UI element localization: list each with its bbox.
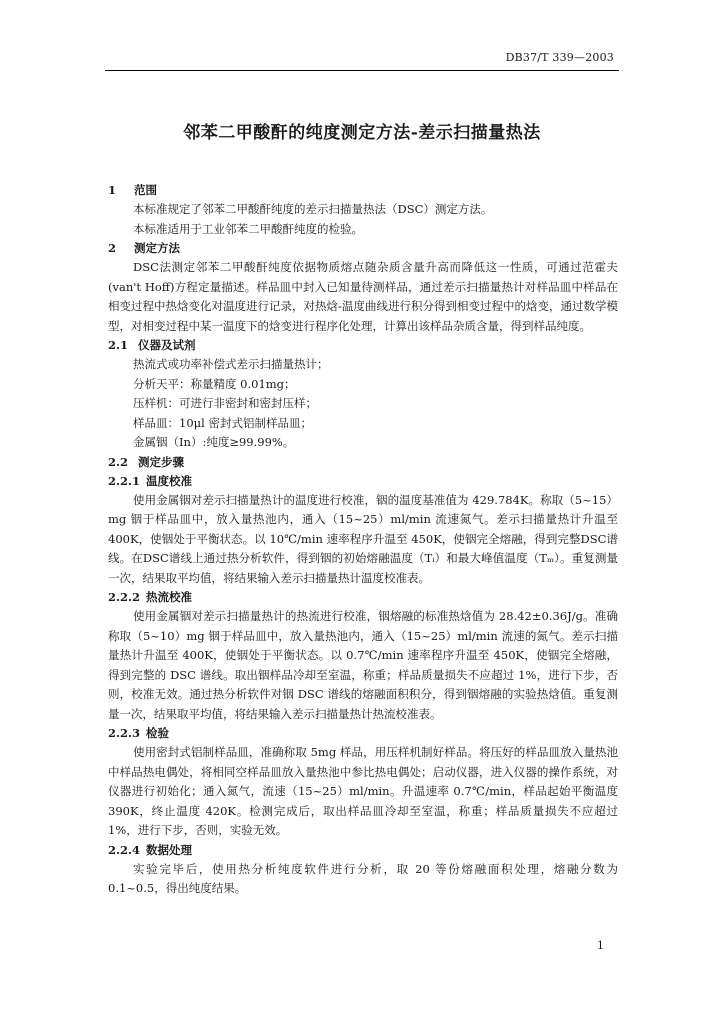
list-item: 金属铟（In）:纯度≥99.99%。: [133, 435, 295, 449]
paragraph: 本标准规定了邻苯二甲酸酐纯度的差示扫描量热法（DSC）测定方法。: [133, 202, 493, 216]
standard-code: DB37/T 339—2003: [505, 51, 614, 64]
paragraph: DSC法测定邻苯二甲酸酐纯度依据物质熔点随杂质含量升高而降低这一性质，可通过范霍夫(van't Hoff)方程定量描述。样品皿中封入已知量待测样品，通过差示扫描量热计对样品皿中样品在相变过程中热焓变化对温度进行记录，对热焓-温度曲线进行积分得到相变过程中的焓变，通过数学模型，对相变过程中某一温度下的焓变进行程序化处理，计算出该样品杂质含量，得到样品纯度。: [108, 260, 618, 333]
section-title: 检验: [146, 726, 169, 740]
paragraph: 使用金属铟对差示扫描量热计的温度进行校准，铟的温度基准值为 429.784K。称取（5~15）mg 铟于样品皿中，放入量热池内，通入（15~25）ml/min 流速氮气。差示扫描量热计升温至 400K，使铟处于平衡状态。以 10℃/min 速率程序升温至 450K，使铟完全熔融，得到完整DSC谱线。在DSC谱线上通过热分析软件，得到铟的初始熔融温度（Tᵢ）和最大峰值温度（Tₘ）。重复测量一次，结果取平均值，将结果输入差示扫描量热计温度校准表。: [108, 492, 618, 585]
paragraph: 使用金属铟对差示扫描量热计的热流进行校准，铟熔融的标准热焓值为 28.42±0.36J/g。准确称取（5~10）mg 铟于样品皿中，放入量热池内，通入（15~25）ml/min 流速的氮气。差示扫描量热计升温至 400K，使铟处于平衡状态。以 0.7℃/min 速率程序升温至 450K，使铟完全熔融，得到完整的 DSC 谱线。取出铟样品冷却至室温，称重；样品质量损失不应超过 1%，进行下步，否则，校准无效。通过热分析软件对铟 DSC 谱线的熔融面积积分，得到铟熔融的实验热焓值。重复测量一次，结果取平均值，将结果输入差示扫描量热计热流校准表。: [108, 609, 618, 721]
section-number: 2.2.1: [108, 473, 141, 488]
section-number: 2.2.3: [108, 726, 141, 740]
section-heading-2: [108, 239, 618, 258]
section-title: 测定方法: [134, 241, 180, 255]
section-heading-2-2-1: [108, 472, 618, 491]
section-heading-2-2-4: [108, 841, 618, 860]
section-heading-2-2-2: [108, 588, 618, 607]
section-title: 热流校准: [146, 590, 192, 604]
section-number: 2.2: [108, 454, 129, 469]
section-number: 1: [108, 183, 117, 197]
section-title: 范围: [134, 183, 157, 197]
section-title: 温度校准: [146, 473, 192, 488]
list-item: 分析天平：称量精度 0.01mg；: [133, 376, 296, 391]
section-heading-2-2-3: [108, 724, 618, 743]
section-heading-2-2: [108, 453, 618, 472]
header-rule: [105, 70, 619, 71]
list-item: 压样机：可进行非密封和密封压样；: [133, 396, 317, 410]
paragraph: 使用密封式铝制样品皿，准确称取 5mg 样品，用压样机制好样品。将压好的样品皿放入量热池中样品热电偶处，将相同空样品皿放入量热池中参比热电偶处；启动仪器，进入仪器的操作系统，对仪器进行初始化；通入氮气，流速（15~25）ml/min。升温速率 0.7℃/min，样品起始平衡温度 390K，终止温度 420K。检测完成后，取出样品皿冷却至室温，称重；样品质量损失不应超过 1%，进行下步，否则，实验无效。: [108, 745, 618, 837]
section-heading-2-1: [108, 336, 618, 355]
page-number: 1: [597, 939, 604, 952]
page-title: 邻苯二甲酸酐的纯度测定方法-差示扫描量热法: [183, 123, 541, 143]
section-number: 2.2.2: [108, 590, 141, 604]
paragraph: 本标准适用于工业邻苯二甲酸酐纯度的检验。: [133, 221, 363, 236]
list-item: 热流式或功率补偿式差示扫描量热计；: [133, 357, 329, 371]
section-title: 数据处理: [146, 842, 192, 857]
list-item: 样品皿：10μl 密封式铝制样品皿；: [133, 415, 312, 430]
section-number: 2.1: [108, 338, 129, 352]
paragraph: 实验完毕后，使用热分析纯度软件进行分析，取 20 等份熔融面积处理，熔融分数为 0.1~0.5，得出纯度结果。: [108, 861, 618, 895]
section-heading-1: [108, 181, 618, 200]
section-number: 2.2.4: [108, 842, 141, 857]
document-body: [108, 181, 618, 899]
section-title: 测定步骤: [138, 454, 184, 469]
section-number: 2: [108, 241, 117, 255]
section-title: 仪器及试剂: [138, 338, 196, 352]
